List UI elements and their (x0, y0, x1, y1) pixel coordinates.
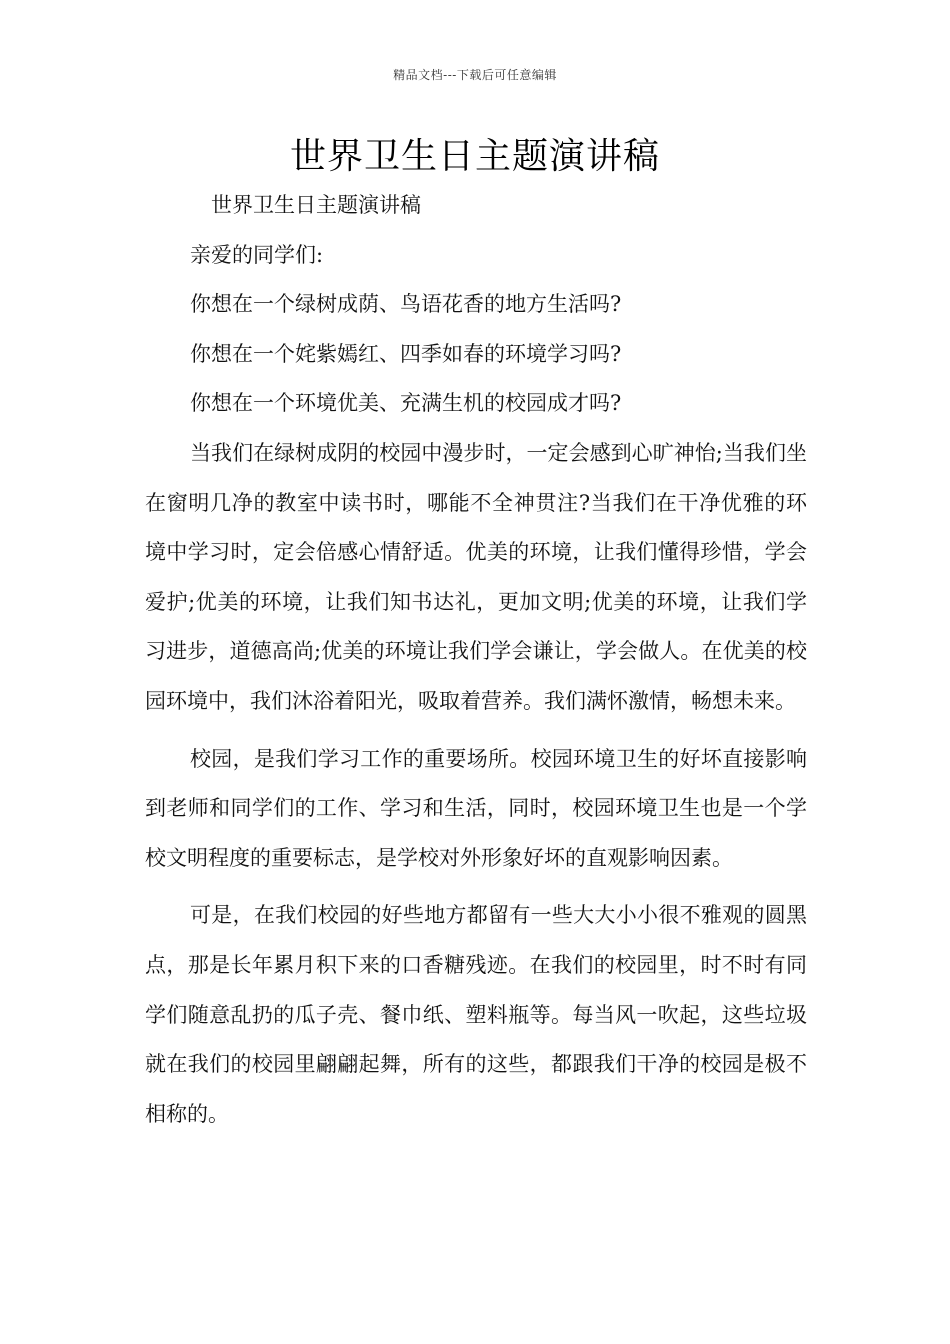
question-line: 你想在一个环境优美、充满生机的校园成才吗? (190, 391, 622, 416)
greeting: 亲爱的同学们: (190, 242, 324, 267)
document-body (145, 181, 807, 1139)
header-note: 精品文档---下载后可任意编辑 (393, 68, 557, 82)
question-line: 你想在一个绿树成荫、鸟语花香的地方生活吗? (190, 292, 622, 317)
document-title: 世界卫生日主题演讲稿 (289, 136, 660, 177)
paragraph-gap (145, 883, 807, 891)
paragraph: 校园，是我们学习工作的重要场所。校园环境卫生的好坏直接影响到老师和同学们的工作、学习和生活，同时，校园环境卫生也是一个学校文明程度的重要标志，是学校对外形象好坏的直观影响因素。 (145, 746, 807, 870)
question-line: 你想在一个姹紫嫣红、四季如春的环境学习吗? (190, 341, 622, 366)
paragraph-gap (145, 727, 807, 735)
paragraph: 当我们在绿树成阴的校园中漫步时，一定会感到心旷神怡;当我们坐在窗明几净的教室中读书时，哪能不全神贯注?当我们在干净优雅的环境中学习时，定会倍感心情舒适。优美的环境，让我们懂得珍惜，学会爱护;优美的环境，让我们知书达礼，更加文明;优美的环境，让我们学习进步，道德高尚;优美的环境让我们学会谦让，学会做人。在优美的校园环境中，我们沐浴着阳光，吸取着营养。我们满怀激情，畅想未来。 (145, 440, 807, 713)
document-subtitle: 世界卫生日主题演讲稿 (211, 193, 421, 217)
paragraph: 可是，在我们校园的好些地方都留有一些大大小小很不雅观的圆黑点，那是长年累月积下来的口香糖残迹。在我们的校园里，时不时有同学们随意乱扔的瓜子壳、餐巾纸、塑料瓶等。每当风一吹起，这些垃圾就在我们的校园里翩翩起舞，所有的这些，都跟我们干净的校园是极不相称的。 (145, 903, 807, 1126)
